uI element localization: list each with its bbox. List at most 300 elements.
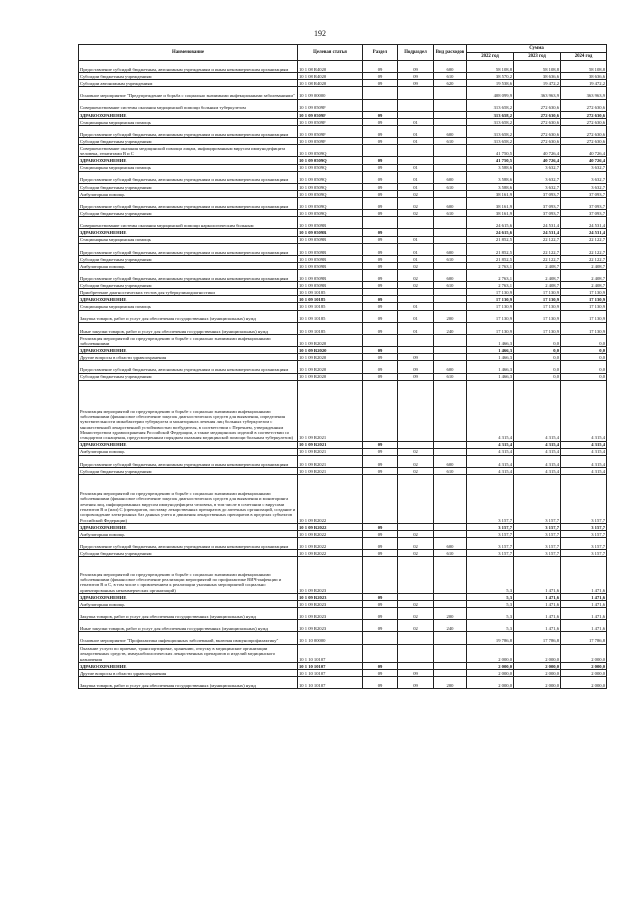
cell-target-article: 10 1 09 R2020 bbox=[298, 347, 363, 354]
cell-sum-2024: 3 632,7 bbox=[561, 183, 607, 190]
cell-name: Другие вопросы в области здравоохранения bbox=[79, 354, 298, 361]
cell-target-article: 10 1 09 0509F bbox=[298, 118, 363, 125]
cell-subsection: 02 bbox=[398, 262, 434, 269]
table-row bbox=[79, 197, 607, 209]
cell-sum-2024: 272 630,6 bbox=[561, 125, 607, 137]
table-row bbox=[79, 145, 607, 157]
cell-expense-type: 600 bbox=[434, 125, 467, 137]
table-row bbox=[79, 632, 607, 644]
cell-sum-2022: 4 315,4 bbox=[467, 448, 514, 455]
cell-section: 09 bbox=[363, 322, 398, 334]
cell-expense-type bbox=[434, 99, 467, 111]
cell-section: 09 bbox=[363, 601, 398, 608]
table-row bbox=[79, 229, 607, 236]
cell-section: 09 bbox=[363, 197, 398, 209]
cell-sum-2023: 3 632,7 bbox=[514, 171, 561, 183]
cell-sum-2022: 313 658,2 bbox=[467, 111, 514, 118]
cell-name: Основное мероприятие "Профилактика инфекционных заболеваний, включая иммунопрофилактику" bbox=[79, 632, 298, 644]
cell-expense-type: 600 bbox=[434, 171, 467, 183]
cell-sum-2023: 17 786,8 bbox=[514, 632, 561, 644]
cell-section: 09 bbox=[363, 373, 398, 380]
cell-section: 09 bbox=[363, 361, 398, 373]
cell-subsection bbox=[398, 662, 434, 669]
table-row bbox=[79, 380, 607, 441]
cell-sum-2024: 2 000,0 bbox=[561, 644, 607, 662]
cell-sum-2023: 1 471,6 bbox=[514, 557, 561, 594]
cell-sum-2023: 40 726,4 bbox=[514, 157, 561, 164]
cell-name: Закупка товаров, работ и услуг для обеспечения государственных (муниципальных) нужд bbox=[79, 608, 298, 620]
cell-sum-2024: 2 408,7 bbox=[561, 270, 607, 282]
cell-target-article: 10 1 09 R2021 bbox=[298, 467, 363, 474]
cell-sum-2022: 313 658,2 bbox=[467, 138, 514, 145]
cell-target-article: 10 1 09 R2022 bbox=[298, 475, 363, 524]
cell-name: ЗДРАВООХРАНЕНИЕ bbox=[79, 111, 298, 118]
cell-sum-2024: 38 636,6 bbox=[561, 73, 607, 80]
cell-section: 09 bbox=[363, 467, 398, 474]
cell-subsection: 09 bbox=[398, 677, 434, 689]
cell-sum-2022: 17 130,9 bbox=[467, 296, 514, 303]
cell-subsection bbox=[398, 87, 434, 99]
cell-sum-2022: 4 315,4 bbox=[467, 455, 514, 467]
cell-sum-2023: 38 636,6 bbox=[514, 73, 561, 80]
cell-sum-2024: 4 315,4 bbox=[561, 467, 607, 474]
cell-expense-type bbox=[434, 662, 467, 669]
cell-sum-2023: 272 630,6 bbox=[514, 111, 561, 118]
cell-expense-type: 600 bbox=[434, 270, 467, 282]
cell-expense-type: 610 bbox=[434, 467, 467, 474]
cell-sum-2022: 41 750,5 bbox=[467, 145, 514, 157]
cell-expense-type bbox=[434, 334, 467, 346]
cell-sum-2023: 3 632,7 bbox=[514, 164, 561, 171]
cell-subsection bbox=[398, 644, 434, 662]
cell-sum-2023: 40 726,4 bbox=[514, 145, 561, 157]
cell-sum-2022: 3 157,7 bbox=[467, 523, 514, 530]
header-section: Раздел bbox=[363, 45, 398, 61]
cell-sum-2023: 272 630,6 bbox=[514, 99, 561, 111]
cell-name: Предоставление субсидий бюджетным, автономным учреждениям и иным некоммерческим организациям bbox=[79, 125, 298, 137]
cell-section: 09 bbox=[363, 354, 398, 361]
cell-expense-type: 600 bbox=[434, 538, 467, 550]
cell-target-article: 10 1 09 0509Q bbox=[298, 145, 363, 157]
table-row bbox=[79, 593, 607, 600]
cell-expense-type bbox=[434, 380, 467, 441]
cell-name: Предоставление субсидий бюджетным, автономным учреждениям и иным некоммерческим организациям bbox=[79, 538, 298, 550]
cell-target-article: 10 1 09 0509Q bbox=[298, 171, 363, 183]
cell-name: Стационарная медицинская помощь bbox=[79, 303, 298, 310]
cell-sum-2022: 3 588,6 bbox=[467, 164, 514, 171]
cell-sum-2023: 37 093,7 bbox=[514, 197, 561, 209]
cell-section bbox=[363, 99, 398, 111]
cell-target-article: 10 1 09 10185 bbox=[298, 296, 363, 303]
table-row bbox=[79, 334, 607, 346]
cell-expense-type bbox=[434, 236, 467, 243]
cell-target-article: 10 1 09 0509R bbox=[298, 229, 363, 236]
cell-sum-2022: 58 108,8 bbox=[467, 61, 514, 73]
cell-sum-2023: 4 315,4 bbox=[514, 467, 561, 474]
cell-target-article: 10 1 09 0509R bbox=[298, 282, 363, 289]
cell-expense-type: 610 bbox=[434, 550, 467, 557]
cell-section bbox=[363, 557, 398, 594]
cell-sum-2023: 4 315,4 bbox=[514, 441, 561, 448]
cell-section: 09 bbox=[363, 171, 398, 183]
cell-sum-2022: 3 588,6 bbox=[467, 171, 514, 183]
cell-target-article: 10 1 09 0509F bbox=[298, 138, 363, 145]
cell-name: Амбулаторная помощь bbox=[79, 190, 298, 197]
cell-target-article: 10 1 09 R2023 bbox=[298, 593, 363, 600]
cell-sum-2024: 1 471,6 bbox=[561, 557, 607, 594]
cell-expense-type bbox=[434, 601, 467, 608]
cell-subsection: 02 bbox=[398, 210, 434, 217]
table-row bbox=[79, 164, 607, 171]
cell-target-article: 10 1 09 0509F bbox=[298, 99, 363, 111]
cell-sum-2022: 19 538,6 bbox=[467, 80, 514, 87]
table-row bbox=[79, 441, 607, 448]
cell-name: Субсидии бюджетным учреждениям bbox=[79, 138, 298, 145]
table-row bbox=[79, 361, 607, 373]
cell-name: Субсидии бюджетным учреждениям bbox=[79, 550, 298, 557]
cell-sum-2024: 3 632,7 bbox=[561, 164, 607, 171]
cell-sum-2024: 40 726,4 bbox=[561, 157, 607, 164]
cell-section: 09 bbox=[363, 550, 398, 557]
header-target-article: Целевая статья bbox=[298, 45, 363, 61]
cell-sum-2024: 272 630,6 bbox=[561, 111, 607, 118]
cell-sum-2023: 0,0 bbox=[514, 334, 561, 346]
cell-sum-2024: 3 157,7 bbox=[561, 530, 607, 537]
cell-name: Закупка товаров, работ и услуг для обеспечения государственных (муниципальных) нужд bbox=[79, 310, 298, 322]
table-row bbox=[79, 303, 607, 310]
cell-sum-2023: 0,0 bbox=[514, 354, 561, 361]
cell-subsection: 02 bbox=[398, 448, 434, 455]
cell-name: Субсидии бюджетным учреждениям bbox=[79, 183, 298, 190]
cell-target-article: 10 1 09 R2022 bbox=[298, 523, 363, 530]
cell-expense-type: 610 bbox=[434, 183, 467, 190]
cell-sum-2024: 363 963,9 bbox=[561, 87, 607, 99]
header-sum: Сумма bbox=[467, 45, 607, 53]
cell-section: 09 bbox=[363, 190, 398, 197]
cell-sum-2024: 2 000,0 bbox=[561, 677, 607, 689]
cell-expense-type: 620 bbox=[434, 80, 467, 87]
cell-sum-2022: 1 466,3 bbox=[467, 347, 514, 354]
cell-target-article: 10 1 09 0509F bbox=[298, 111, 363, 118]
cell-sum-2024: 37 093,7 bbox=[561, 197, 607, 209]
cell-name: Другие вопросы в области здравоохранения bbox=[79, 670, 298, 677]
cell-sum-2023: 3 157,7 bbox=[514, 475, 561, 524]
cell-sum-2023: 22 122,7 bbox=[514, 236, 561, 243]
cell-sum-2022: 5,3 bbox=[467, 608, 514, 620]
cell-section: 09 bbox=[363, 593, 398, 600]
cell-subsection: 09 bbox=[398, 73, 434, 80]
cell-target-article: 10 1 09 R2023 bbox=[298, 557, 363, 594]
table-row bbox=[79, 138, 607, 145]
table-row bbox=[79, 620, 607, 632]
cell-name: Предоставление субсидий бюджетным, автономным учреждениям и иным некоммерческим организациям bbox=[79, 270, 298, 282]
cell-sum-2024: 3 157,7 bbox=[561, 523, 607, 530]
cell-section bbox=[363, 475, 398, 524]
cell-target-article: 10 1 09 0509R bbox=[298, 243, 363, 255]
cell-name: Совершенствование оказания медицинской помощи лицам, инфицированным вирусом иммунодефицита человека, гепатитами В и С bbox=[79, 145, 298, 157]
cell-subsection: 01 bbox=[398, 183, 434, 190]
cell-subsection bbox=[398, 157, 434, 164]
cell-name: Совершенствование системы оказания медицинской помощи больным туберкулезом bbox=[79, 99, 298, 111]
cell-expense-type bbox=[434, 347, 467, 354]
cell-section: 09 bbox=[363, 255, 398, 262]
cell-sum-2023: 24 531,4 bbox=[514, 217, 561, 229]
table-row bbox=[79, 467, 607, 474]
cell-name: ЗДРАВООХРАНЕНИЕ bbox=[79, 296, 298, 303]
cell-sum-2022: 2 763,1 bbox=[467, 262, 514, 269]
cell-section: 09 bbox=[363, 530, 398, 537]
cell-target-article: 10 1 09 10185 bbox=[298, 289, 363, 296]
header-subsection: Подраздел bbox=[398, 45, 434, 61]
cell-expense-type bbox=[434, 530, 467, 537]
table-row bbox=[79, 282, 607, 289]
cell-subsection: 09 bbox=[398, 80, 434, 87]
cell-sum-2023: 19 472,2 bbox=[514, 80, 561, 87]
cell-section: 09 bbox=[363, 183, 398, 190]
cell-sum-2022: 3 588,6 bbox=[467, 183, 514, 190]
cell-sum-2023: 4 315,4 bbox=[514, 455, 561, 467]
cell-sum-2022: 24 615,6 bbox=[467, 217, 514, 229]
cell-sum-2023: 22 122,7 bbox=[514, 243, 561, 255]
table-row bbox=[79, 448, 607, 455]
cell-target-article: 10 1 09 R2020 bbox=[298, 354, 363, 361]
cell-subsection: 02 bbox=[398, 455, 434, 467]
cell-sum-2024: 0,0 bbox=[561, 354, 607, 361]
cell-sum-2024: 272 630,6 bbox=[561, 138, 607, 145]
cell-sum-2023: 0,0 bbox=[514, 373, 561, 380]
cell-section: 09 bbox=[363, 73, 398, 80]
table-row bbox=[79, 73, 607, 80]
cell-sum-2024: 40 726,4 bbox=[561, 145, 607, 157]
cell-expense-type bbox=[434, 296, 467, 303]
cell-subsection bbox=[398, 557, 434, 594]
cell-expense-type: 240 bbox=[434, 322, 467, 334]
cell-target-article: 10 1 09 0509R bbox=[298, 270, 363, 282]
cell-sum-2022: 5,3 bbox=[467, 557, 514, 594]
cell-sum-2024: 17 130,9 bbox=[561, 322, 607, 334]
cell-target-article: 10 1 09 00000 bbox=[298, 87, 363, 99]
cell-expense-type: 600 bbox=[434, 197, 467, 209]
cell-sum-2023: 37 093,7 bbox=[514, 190, 561, 197]
table-row bbox=[79, 310, 607, 322]
cell-sum-2024: 2 000,0 bbox=[561, 670, 607, 677]
cell-subsection: 01 bbox=[398, 118, 434, 125]
cell-subsection bbox=[398, 145, 434, 157]
cell-target-article: 10 1 09 10185 bbox=[298, 310, 363, 322]
cell-name: Иные закупки товаров, работ и услуг для обеспечения государственных (муниципальных) нужд bbox=[79, 322, 298, 334]
cell-sum-2024: 4 315,4 bbox=[561, 380, 607, 441]
cell-section bbox=[363, 217, 398, 229]
cell-name: Амбулаторная помощь bbox=[79, 262, 298, 269]
cell-sum-2024: 0,0 bbox=[561, 334, 607, 346]
cell-section: 09 bbox=[363, 310, 398, 322]
cell-sum-2024: 3 157,7 bbox=[561, 538, 607, 550]
table-row bbox=[79, 118, 607, 125]
cell-sum-2024: 22 122,7 bbox=[561, 236, 607, 243]
cell-sum-2023: 4 315,4 bbox=[514, 380, 561, 441]
cell-sum-2022: 4 315,4 bbox=[467, 380, 514, 441]
cell-subsection bbox=[398, 296, 434, 303]
cell-expense-type: 610 bbox=[434, 73, 467, 80]
cell-target-article: 10 1 10 10107 bbox=[298, 677, 363, 689]
cell-expense-type: 600 bbox=[434, 361, 467, 373]
cell-section: 09 bbox=[363, 157, 398, 164]
cell-target-article: 10 1 09 0509Q bbox=[298, 190, 363, 197]
cell-sum-2022: 41 750,5 bbox=[467, 157, 514, 164]
cell-name: ЗДРАВООХРАНЕНИЕ bbox=[79, 157, 298, 164]
cell-sum-2023: 2 408,7 bbox=[514, 282, 561, 289]
cell-expense-type bbox=[434, 118, 467, 125]
cell-sum-2022: 19 786,8 bbox=[467, 632, 514, 644]
cell-sum-2022: 2 000,0 bbox=[467, 644, 514, 662]
cell-section: 09 bbox=[363, 282, 398, 289]
cell-expense-type: 610 bbox=[434, 282, 467, 289]
cell-sum-2022: 1 466,3 bbox=[467, 361, 514, 373]
cell-sum-2024: 3 632,7 bbox=[561, 171, 607, 183]
table-row bbox=[79, 262, 607, 269]
header-expense-type: Вид расходов bbox=[434, 45, 467, 61]
table-body bbox=[79, 61, 607, 689]
cell-target-article: 10 1 09 R2020 bbox=[298, 373, 363, 380]
table-row bbox=[79, 61, 607, 73]
cell-target-article: 10 1 09 0509R bbox=[298, 262, 363, 269]
table-row bbox=[79, 99, 607, 111]
cell-sum-2024: 24 531,4 bbox=[561, 217, 607, 229]
cell-name: Субсидии бюджетным учреждениям bbox=[79, 467, 298, 474]
cell-sum-2022: 2 763,1 bbox=[467, 282, 514, 289]
cell-section: 09 bbox=[363, 677, 398, 689]
cell-name: Предоставление субсидий бюджетным, автономным учреждениям и иным некоммерческим организациям bbox=[79, 171, 298, 183]
cell-section: 09 bbox=[363, 138, 398, 145]
cell-target-article: 10 1 10 00000 bbox=[298, 632, 363, 644]
table-row bbox=[79, 373, 607, 380]
cell-name: Субсидии бюджетным учреждениям bbox=[79, 373, 298, 380]
table-row bbox=[79, 670, 607, 677]
cell-section: 09 bbox=[363, 670, 398, 677]
table-row bbox=[79, 190, 607, 197]
cell-sum-2023: 2 000,0 bbox=[514, 644, 561, 662]
table-row bbox=[79, 125, 607, 137]
cell-sum-2023: 1 471,6 bbox=[514, 601, 561, 608]
cell-sum-2023: 58 108,8 bbox=[514, 61, 561, 73]
cell-sum-2024: 37 093,7 bbox=[561, 210, 607, 217]
cell-sum-2024: 0,0 bbox=[561, 361, 607, 373]
cell-sum-2022: 1 466,3 bbox=[467, 334, 514, 346]
cell-expense-type bbox=[434, 145, 467, 157]
cell-sum-2023: 1 471,6 bbox=[514, 620, 561, 632]
cell-expense-type bbox=[434, 190, 467, 197]
cell-subsection: 01 bbox=[398, 303, 434, 310]
cell-section: 09 bbox=[363, 111, 398, 118]
cell-sum-2023: 272 630,6 bbox=[514, 118, 561, 125]
table-row bbox=[79, 255, 607, 262]
cell-name: Субсидии бюджетным учреждениям bbox=[79, 73, 298, 80]
cell-target-article: 10 1 09 10185 bbox=[298, 322, 363, 334]
cell-sum-2023: 4 315,4 bbox=[514, 448, 561, 455]
cell-subsection: 02 bbox=[398, 620, 434, 632]
cell-name: Реализация мероприятий по предупреждению и борьбе с социально значимыми инфекционными заболеваниями (финансовое обеспечение реализации мероприятий по профилактике ВИЧ-инфекции и гепатитов В и С, в том числе с привлечением к реализации указанных мероприятий социально ориентированных некоммерческих организаций) bbox=[79, 557, 298, 594]
cell-target-article: 10 1 09 0509R bbox=[298, 236, 363, 243]
cell-sum-2024: 4 315,4 bbox=[561, 455, 607, 467]
table-row bbox=[79, 210, 607, 217]
cell-subsection bbox=[398, 111, 434, 118]
cell-sum-2024: 22 122,7 bbox=[561, 255, 607, 262]
cell-expense-type: 200 bbox=[434, 310, 467, 322]
cell-sum-2024: 17 130,9 bbox=[561, 303, 607, 310]
cell-target-article: 10 1 09 0509R bbox=[298, 255, 363, 262]
cell-sum-2024: 1 471,6 bbox=[561, 620, 607, 632]
cell-section: 09 bbox=[363, 61, 398, 73]
cell-name: ЗДРАВООХРАНЕНИЕ bbox=[79, 347, 298, 354]
cell-name: ЗДРАВООХРАНЕНИЕ bbox=[79, 593, 298, 600]
cell-name: Амбулаторная помощь bbox=[79, 448, 298, 455]
cell-target-article: 10 1 09 R2021 bbox=[298, 380, 363, 441]
cell-target-article: 10 1 08 R4020 bbox=[298, 73, 363, 80]
cell-name: ЗДРАВООХРАНЕНИЕ bbox=[79, 441, 298, 448]
cell-sum-2024: 1 471,6 bbox=[561, 601, 607, 608]
cell-section: 09 bbox=[363, 229, 398, 236]
table-row bbox=[79, 523, 607, 530]
cell-sum-2022: 21 852,5 bbox=[467, 243, 514, 255]
cell-expense-type bbox=[434, 557, 467, 594]
cell-sum-2023: 3 632,7 bbox=[514, 183, 561, 190]
table-row bbox=[79, 557, 607, 594]
cell-target-article: 10 1 10 10107 bbox=[298, 644, 363, 662]
cell-sum-2022: 4 315,4 bbox=[467, 441, 514, 448]
cell-target-article: 10 1 09 0509Q bbox=[298, 164, 363, 171]
cell-target-article: 10 1 08 R4020 bbox=[298, 80, 363, 87]
table-row bbox=[79, 243, 607, 255]
budget-table bbox=[78, 44, 607, 689]
cell-sum-2023: 2 000,0 bbox=[514, 662, 561, 669]
cell-sum-2022: 24 615,6 bbox=[467, 229, 514, 236]
cell-sum-2022: 5,3 bbox=[467, 620, 514, 632]
cell-section bbox=[363, 632, 398, 644]
cell-subsection: 02 bbox=[398, 550, 434, 557]
table-row bbox=[79, 662, 607, 669]
cell-target-article: 10 1 08 R4020 bbox=[298, 61, 363, 73]
cell-subsection: 01 bbox=[398, 310, 434, 322]
cell-expense-type bbox=[434, 354, 467, 361]
cell-sum-2022: 313 658,2 bbox=[467, 99, 514, 111]
cell-target-article: 10 1 09 R2021 bbox=[298, 441, 363, 448]
cell-expense-type: 600 bbox=[434, 61, 467, 73]
table-row bbox=[79, 354, 607, 361]
cell-target-article: 10 1 09 R2020 bbox=[298, 361, 363, 373]
cell-sum-2022: 2 000,0 bbox=[467, 662, 514, 669]
cell-sum-2024: 4 315,4 bbox=[561, 441, 607, 448]
cell-sum-2023: 363 963,9 bbox=[514, 87, 561, 99]
cell-expense-type bbox=[434, 164, 467, 171]
cell-expense-type: 600 bbox=[434, 243, 467, 255]
cell-name: ЗДРАВООХРАНЕНИЕ bbox=[79, 662, 298, 669]
cell-sum-2022: 5,3 bbox=[467, 601, 514, 608]
cell-expense-type bbox=[434, 475, 467, 524]
cell-sum-2023: 24 531,4 bbox=[514, 229, 561, 236]
cell-target-article: 10 1 09 R2021 bbox=[298, 455, 363, 467]
cell-section: 09 bbox=[363, 236, 398, 243]
cell-name: ЗДРАВООХРАНЕНИЕ bbox=[79, 229, 298, 236]
cell-subsection: 09 bbox=[398, 373, 434, 380]
cell-sum-2022: 38 161,9 bbox=[467, 210, 514, 217]
cell-subsection: 02 bbox=[398, 608, 434, 620]
cell-sum-2023: 3 157,7 bbox=[514, 550, 561, 557]
cell-subsection: 02 bbox=[398, 530, 434, 537]
cell-expense-type bbox=[434, 448, 467, 455]
cell-sum-2023: 17 130,9 bbox=[514, 322, 561, 334]
cell-sum-2022: 38 570,2 bbox=[467, 73, 514, 80]
cell-sum-2023: 1 471,6 bbox=[514, 608, 561, 620]
